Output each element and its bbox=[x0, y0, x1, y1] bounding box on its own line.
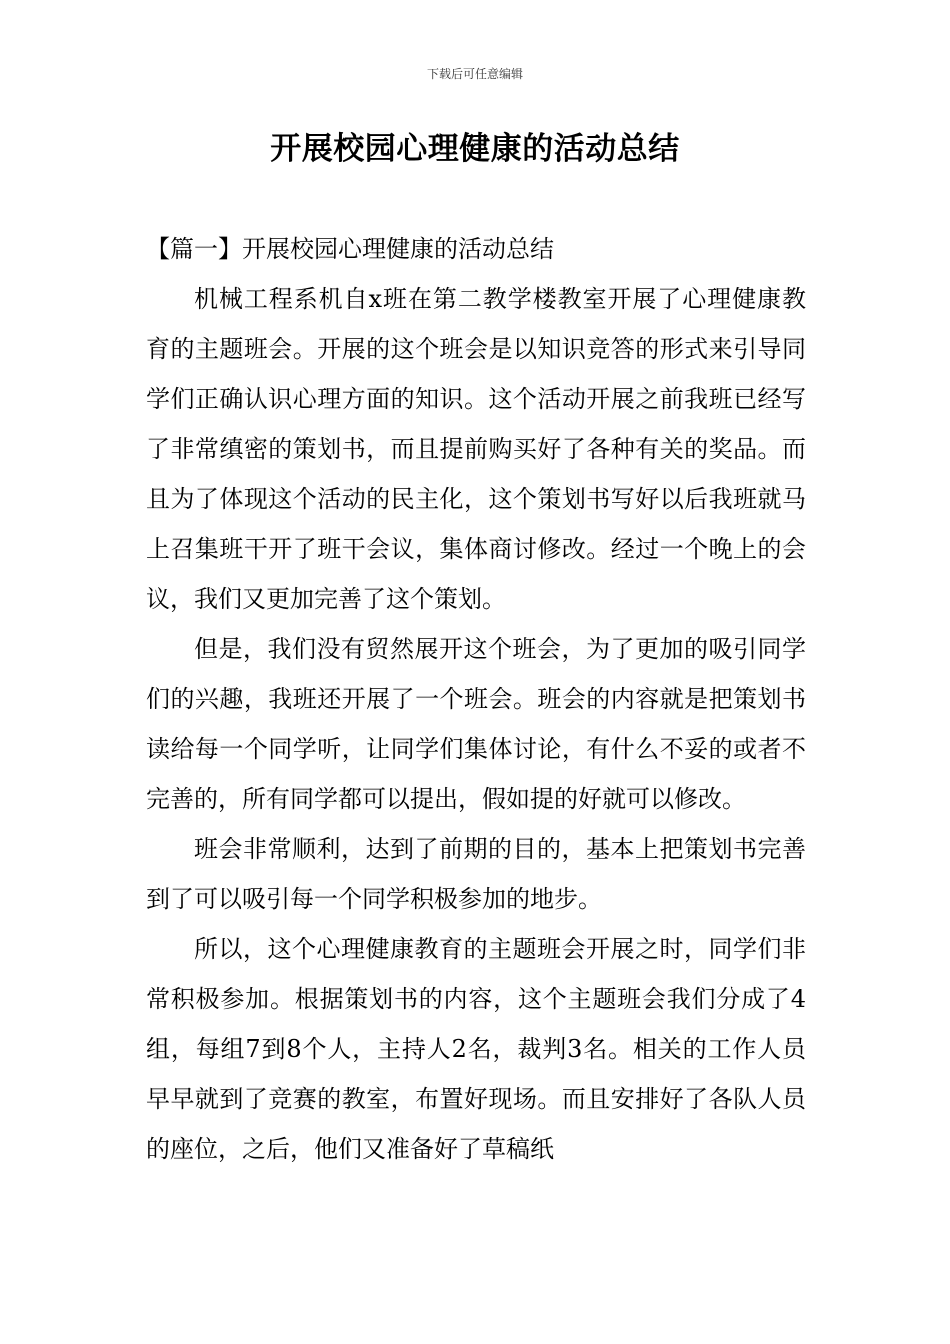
header-note: 下载后可任意编辑 bbox=[426, 67, 523, 81]
paragraph-1: 机械工程系机自x班在第二教学楼教室开展了心理健康教育的主题班会。开展的这个班会是以知识竞答的形式来引导同学们正确认识心理方面的知识。这个活动开展之前我班已经写了非常缜密的策划书，而且提前购买好了各种有关的奖品。而且为了体现这个活动的民主化，这个策划书写好以后我班就马上召集班干开了班干会议，集体商讨修改。经过一个晚上的会议，我们又更加完善了这个策划。 bbox=[146, 285, 806, 613]
section-heading: 【篇一】开展校园心理健康的活动总结 bbox=[146, 235, 554, 263]
paragraph-3: 班会非常顺利，达到了前期的目的，基本上把策划书完善到了可以吸引每一个同学积极参加的地步。 bbox=[146, 835, 806, 913]
paragraph-4: 所以，这个心理健康教育的主题班会开展之时，同学们非常积极参加。根据策划书的内容，这个主题班会我们分成了4组，每组7到8个人，主持人2名，裁判3名。相关的工作人员早早就到了竞赛的教室，布置好现场。而且安排好了各队人员的座位，之后，他们又准备好了草稿纸 bbox=[146, 935, 806, 1163]
paragraph-2: 但是，我们没有贸然展开这个班会，为了更加的吸引同学们的兴趣，我班还开展了一个班会。班会的内容就是把策划书读给每一个同学听，让同学们集体讨论，有什么不妥的或者不完善的，所有同学都可以提出，假如提的好就可以修改。 bbox=[146, 635, 806, 813]
document-title: 开展校园心理健康的活动总结 bbox=[270, 131, 680, 167]
document-body bbox=[146, 224, 806, 1174]
